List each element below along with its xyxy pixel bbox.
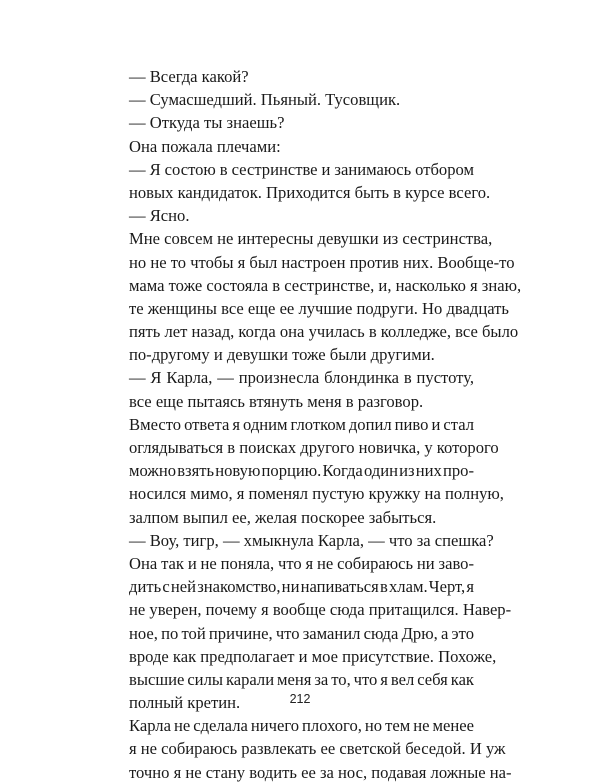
text-line: — Я состою в сестринстве и занимаюсь отбором (129, 159, 474, 179)
text-line: высшие силы карали меня за то, что я вел себя как (129, 669, 474, 689)
text-line: я не собираюсь развлекать ее светской беседой. И уж (129, 739, 506, 759)
text-line: точно я не стану водить ее за нос, подавая ложные на- (129, 762, 512, 782)
text-line: не уверен, почему я вообще сюда притащился. Навер- (129, 600, 512, 620)
text-line: полный кретин. (129, 693, 241, 713)
text-line: пять лет назад, когда она училась в колледже, все было (129, 322, 519, 342)
text-line: те женщины все еще ее лучшие подруги. Но двадцать (129, 298, 509, 318)
text-line: Мне совсем не интересны девушки из сестринства, (129, 229, 493, 249)
page-number: 212 (289, 692, 311, 706)
text-line: можно взять новую порцию. Когда один из них про- (129, 461, 474, 481)
text-line: ное, по той причине, что заманил сюда Дрю, а это (129, 623, 474, 643)
text-line: — Всегда какой? (129, 67, 249, 86)
text-line: все еще пытаясь втянуть меня в разговор. (129, 391, 424, 411)
text-line: — Сумасшедший. Пьяный. Тусовщик. (129, 90, 401, 110)
text-line: — Я Карла, — произнесла блондинка в пустоту, (129, 368, 474, 388)
body-text (129, 65, 522, 784)
text-line: оглядываться в поисках другого новичка, у которого (129, 438, 499, 457)
text-line: — Воу, тигр, — хмыкнула Карла, — что за спешка? (129, 530, 494, 550)
text-line: по-другому и девушки тоже были другими. (129, 345, 435, 365)
text-line: но не то чтобы я был настроен против них. Вообще-то (129, 252, 515, 272)
text-line: носился мимо, я поменял пустую кружку на полную, (129, 484, 504, 504)
text-line: — Ясно. (129, 206, 190, 226)
text-line: Карла не сделала ничего плохого, но тем не менее (129, 716, 474, 736)
text-line: новых кандидаток. Приходится быть в курсе всего. (129, 182, 491, 202)
text-line: — Откуда ты знаешь? (129, 113, 285, 133)
text-line: Она так и не поняла, что я не собираюсь ни заво- (129, 553, 474, 573)
text-line: залпом выпил ее, желая поскорее забыться. (129, 507, 437, 527)
text-line: Вместо ответа я одним глотком допил пиво и стал (129, 414, 474, 434)
text-line: Она пожала плечами: (129, 136, 281, 156)
text-line: дить с ней знакомство, ни напиваться в хлам. Черт, я (129, 577, 474, 597)
text-line: вроде как предполагает и мое присутствие. Похоже, (129, 646, 497, 666)
text-line: мама тоже состояла в сестринстве, и, насколько я знаю, (129, 275, 522, 295)
